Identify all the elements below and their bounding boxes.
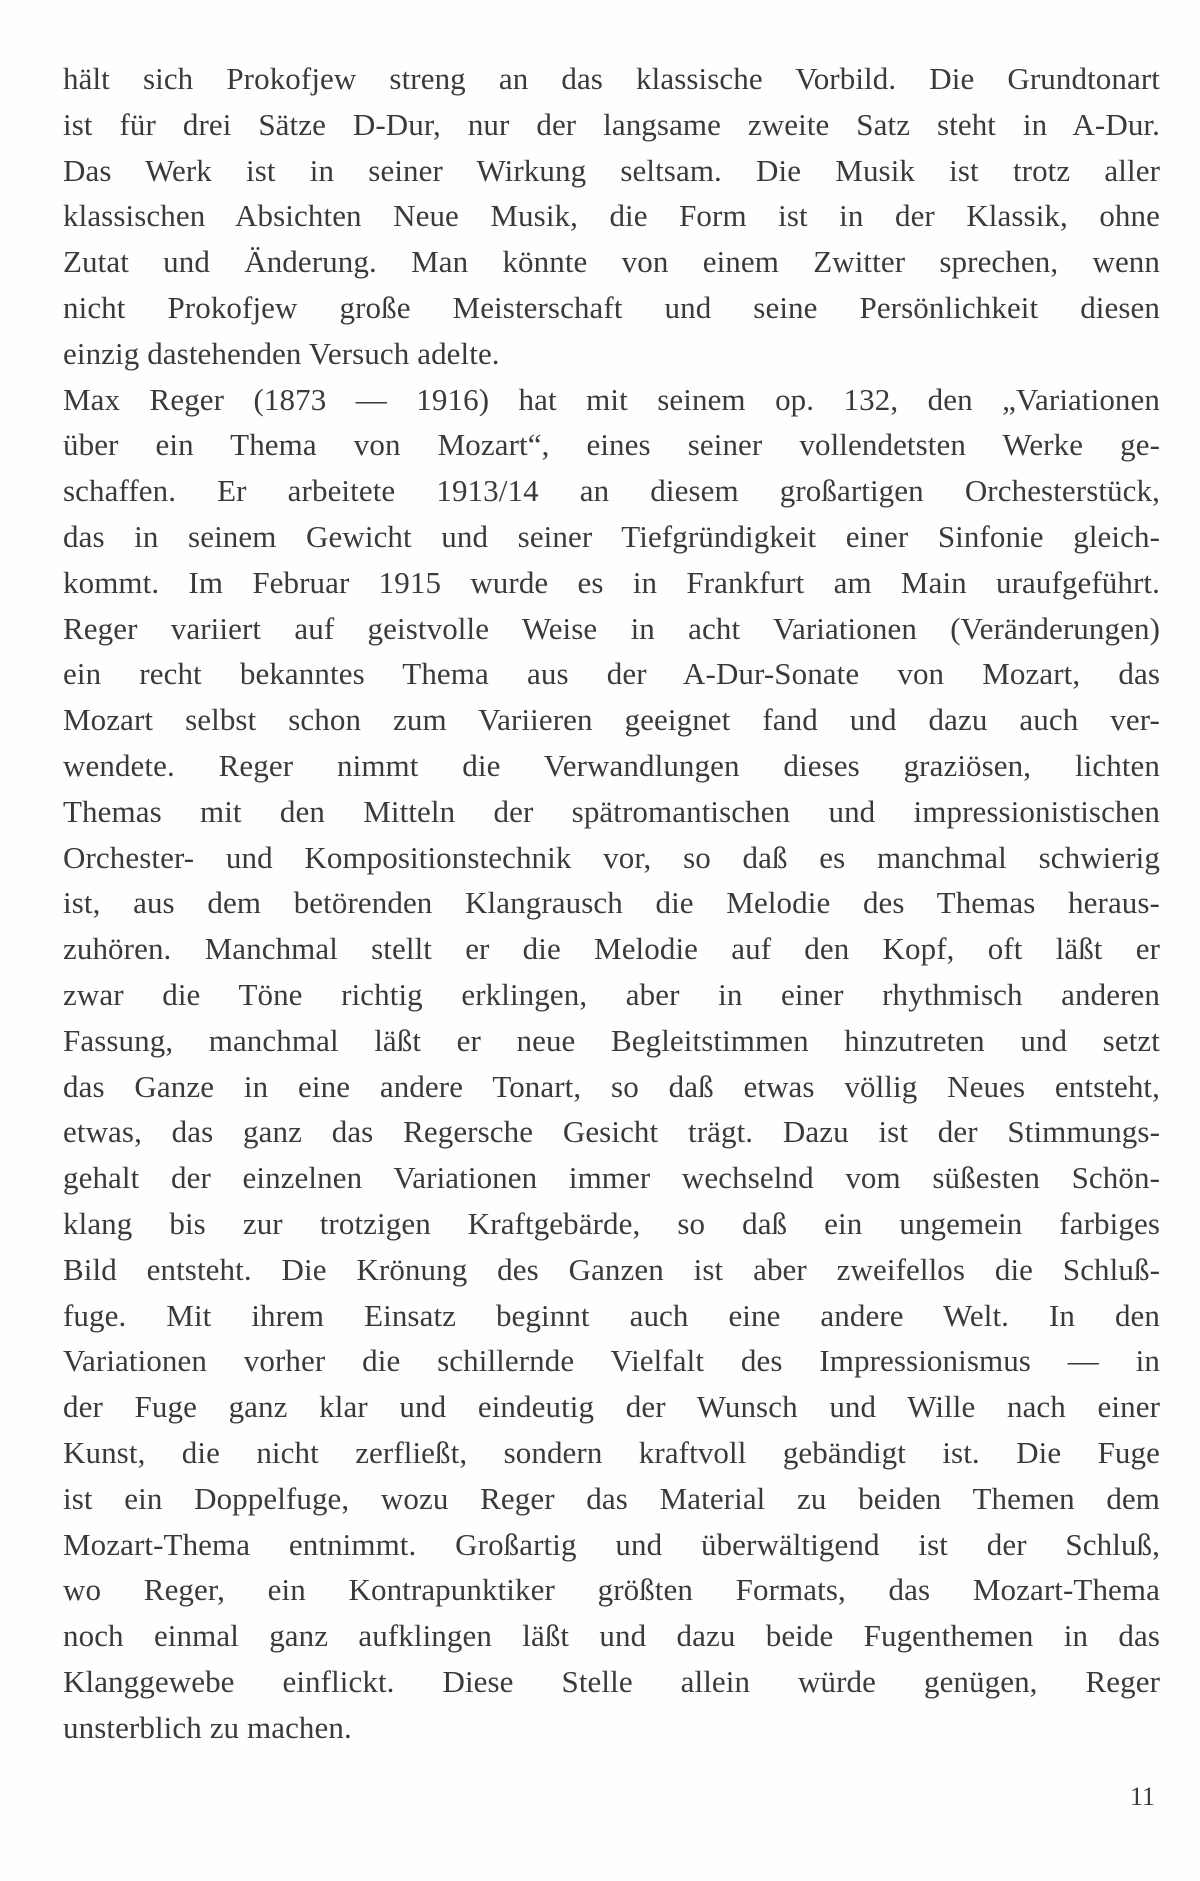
text-line: nicht Prokofjew große Meisterschaft und seine Persönlichkeit diesen — [63, 289, 1160, 325]
text-line: ist ein Doppelfuge, wozu Reger das Material zu beiden Themen dem — [63, 1480, 1160, 1516]
text-line: Mozart selbst schon zum Variieren geeignet fand und dazu auch ver- — [63, 702, 1160, 738]
text-line: Orchester- und Kompositionstechnik vor, so daß es manchmal schwierig — [63, 839, 1160, 875]
text-line: Variationen vorher die schillernde Vielfalt des Impressionismus — in — [63, 1343, 1160, 1379]
text-line: einzig dastehenden Versuch adelte. — [63, 335, 500, 371]
text-line: noch einmal ganz aufklingen läßt und dazu beide Fugenthemen in das — [63, 1618, 1160, 1654]
text-line: ist, aus dem betörenden Klangrausch die Melodie des Themas heraus- — [63, 885, 1160, 921]
text-line: der Fuge ganz klar und eindeutig der Wunsch und Wille nach einer — [63, 1389, 1160, 1425]
text-line: Mozart-Thema entnimmt. Großartig und überwältigend ist der Schluß, — [63, 1526, 1160, 1562]
text-line: gehalt der einzelnen Variationen immer wechselnd vom süßesten Schön- — [63, 1160, 1160, 1196]
text-line: klassischen Absichten Neue Musik, die Form ist in der Klassik, ohne — [63, 198, 1160, 234]
text-line: zwar die Töne richtig erklingen, aber in einer rhythmisch anderen — [63, 976, 1160, 1012]
text-line: Fassung, manchmal läßt er neue Begleitstimmen hinzutreten und setzt — [63, 1022, 1160, 1058]
text-line: wendete. Reger nimmt die Verwandlungen dieses graziösen, lichten — [63, 747, 1160, 783]
text-line: etwas, das ganz das Regersche Gesicht trägt. Dazu ist der Stimmungs- — [63, 1114, 1160, 1150]
text-line: Zutat und Änderung. Man könnte von einem Zwitter sprechen, wenn — [63, 244, 1160, 280]
text-line: Klanggewebe einflickt. Diese Stelle allein würde genügen, Reger — [63, 1663, 1160, 1699]
text-line: Themas mit den Mitteln der spätromantischen und impressionistischen — [63, 793, 1160, 829]
text-line: ein recht bekanntes Thema aus der A-Dur-Sonate von Mozart, das — [63, 656, 1160, 692]
text-line: das in seinem Gewicht und seiner Tiefgründigkeit einer Sinfonie gleich- — [63, 518, 1160, 554]
text-line: zuhören. Manchmal stellt er die Melodie auf den Kopf, oft läßt er — [63, 931, 1160, 967]
text-line: Max Reger (1873 — 1916) hat mit seinem op. 132, den „Variationen — [63, 381, 1160, 417]
text-line: kommt. Im Februar 1915 wurde es in Frankfurt am Main uraufgeführt. — [63, 564, 1160, 600]
text-line: über ein Thema von Mozart“, eines seiner vollendetsten Werke ge- — [63, 427, 1160, 463]
text-line: Kunst, die nicht zerfließt, sondern kraftvoll gebändigt ist. Die Fuge — [63, 1434, 1160, 1470]
text-line: Reger variiert auf geistvolle Weise in acht Variationen (Veränderungen) — [63, 610, 1160, 646]
page-number: 11 — [1129, 1782, 1155, 1811]
text-line: klang bis zur trotzigen Kraftgebärde, so daß ein ungemein farbiges — [63, 1205, 1160, 1241]
text-line: Bild entsteht. Die Krönung des Ganzen ist aber zweifellos die Schluß- — [63, 1251, 1160, 1287]
text-line: hält sich Prokofjew streng an das klassische Vorbild. Die Grundtonart — [63, 61, 1160, 96]
text-line: wo Reger, ein Kontrapunktiker größten Formats, das Mozart-Thema — [63, 1572, 1160, 1608]
text-line: ist für drei Sätze D-Dur, nur der langsame zweite Satz steht in A-Dur. — [63, 106, 1160, 142]
text-line: Das Werk ist in seiner Wirkung seltsam. Die Musik ist trotz aller — [63, 152, 1160, 188]
text-line: schaffen. Er arbeitete 1913/14 an diesem großartigen Orchesterstück, — [63, 473, 1160, 509]
body-text — [63, 56, 1160, 1750]
text-line: das Ganze in eine andere Tonart, so daß etwas völlig Neues entsteht, — [63, 1068, 1160, 1104]
text-line: fuge. Mit ihrem Einsatz beginnt auch eine andere Welt. In den — [63, 1297, 1160, 1333]
text-line: unsterblich zu machen. — [63, 1709, 352, 1745]
